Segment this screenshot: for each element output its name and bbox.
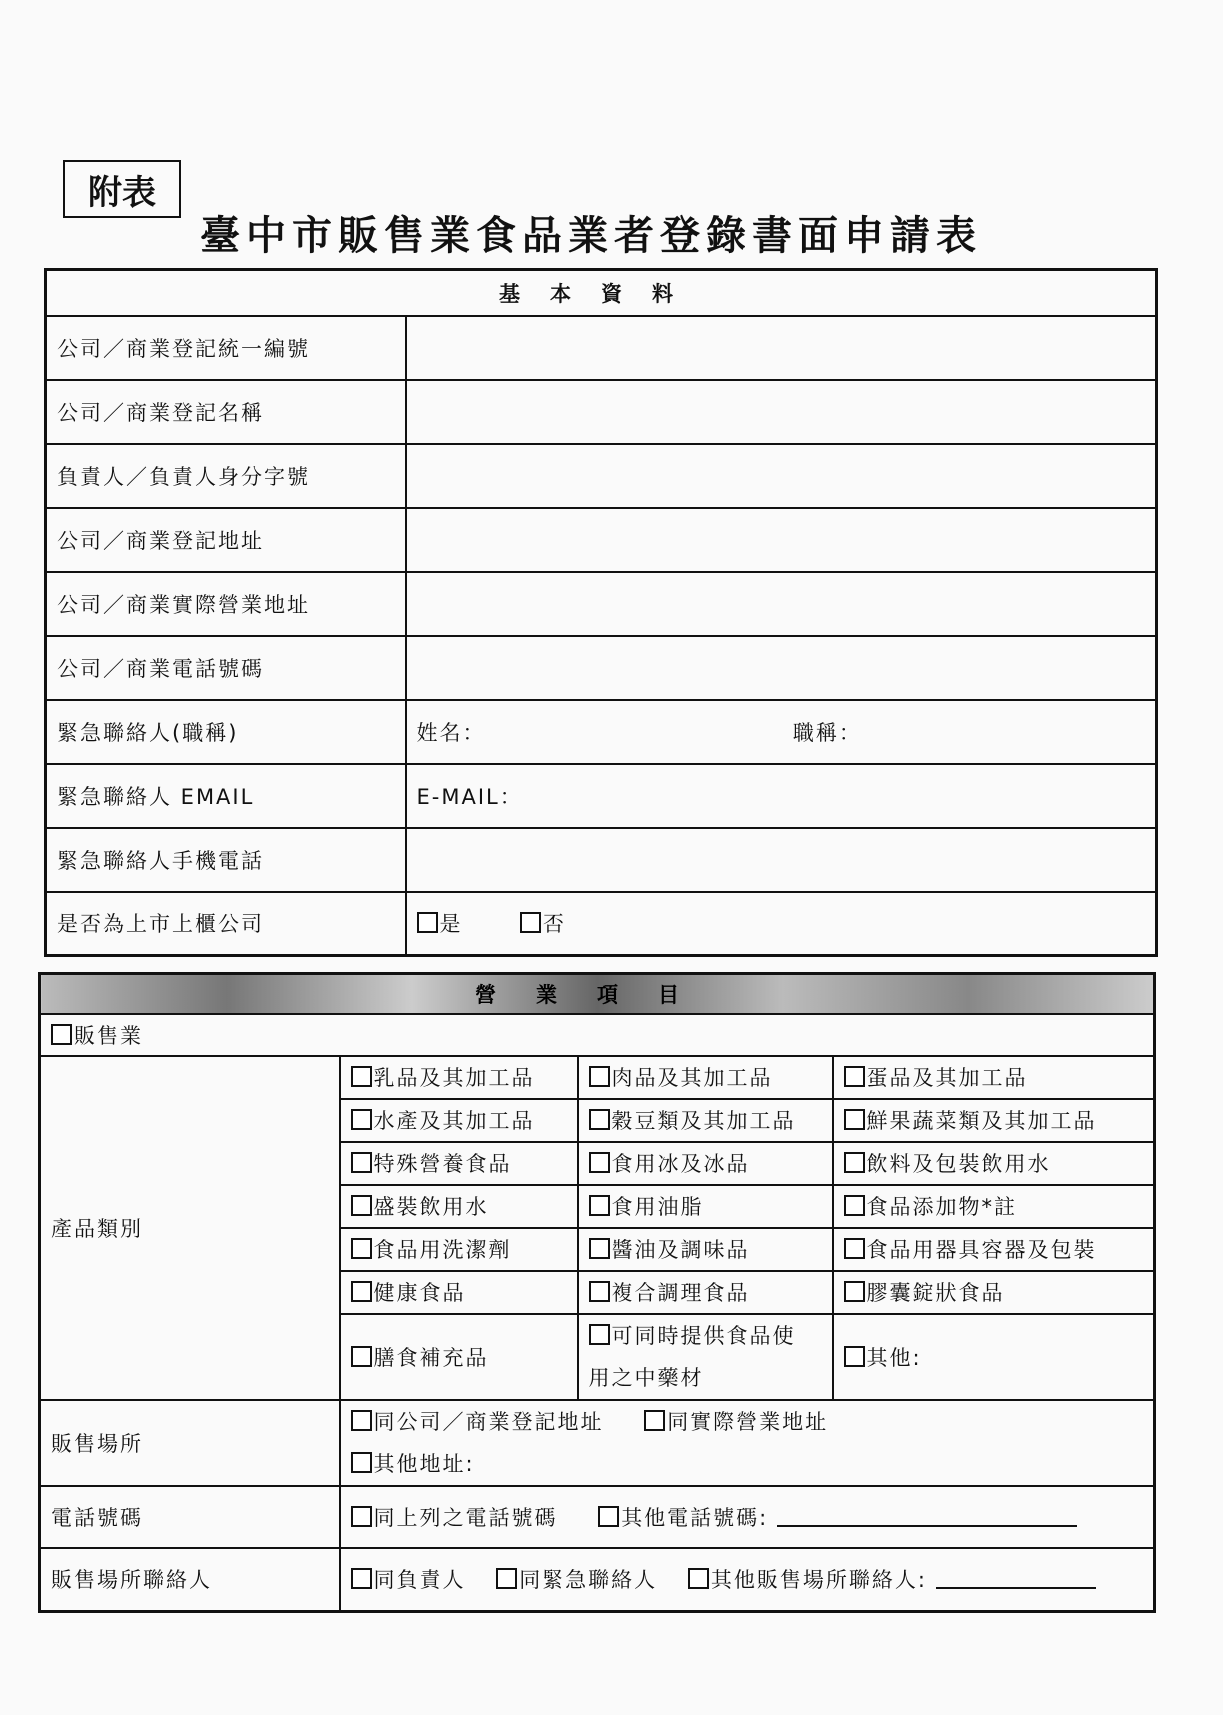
company-name-field[interactable] bbox=[406, 380, 1157, 444]
product-category-label: 產品類別 bbox=[40, 1056, 340, 1400]
category-checkbox[interactable] bbox=[844, 1109, 865, 1130]
row-label: 公司／商業登記名稱 bbox=[46, 380, 406, 444]
category-label: 乳品及其加工品 bbox=[373, 1066, 535, 1090]
category-label: 食品用洗潔劑 bbox=[373, 1238, 512, 1262]
listed-company-options bbox=[406, 892, 1157, 956]
no-label: 否 bbox=[542, 912, 566, 937]
contact-option: 同緊急聯絡人 bbox=[519, 1568, 658, 1593]
category-checkbox[interactable] bbox=[589, 1109, 610, 1130]
venue-checkbox[interactable] bbox=[351, 1452, 372, 1473]
category-label: 飲料及包裝飲用水 bbox=[866, 1152, 1051, 1176]
category-label: 醬油及調味品 bbox=[611, 1238, 750, 1262]
venue-option: 同實際營業地址 bbox=[667, 1409, 829, 1434]
category-label: 膳食補充品 bbox=[373, 1345, 489, 1370]
category-label: 健康食品 bbox=[373, 1281, 466, 1305]
category-checkbox[interactable] bbox=[351, 1109, 372, 1130]
row-label: 公司／商業登記地址 bbox=[46, 508, 406, 572]
venue-option: 其他地址: bbox=[373, 1451, 475, 1476]
venue-checkbox[interactable] bbox=[351, 1410, 372, 1431]
category-checkbox[interactable] bbox=[844, 1238, 865, 1259]
category-label: 複合調理食品 bbox=[611, 1281, 750, 1305]
category-checkbox[interactable] bbox=[844, 1195, 865, 1216]
contact-checkbox[interactable] bbox=[351, 1568, 372, 1589]
category-label: 食品添加物*註 bbox=[866, 1195, 1017, 1219]
emergency-phone-label: 緊急聯絡人手機電話 bbox=[46, 828, 406, 892]
listed-no-checkbox[interactable] bbox=[520, 912, 541, 933]
owner-id-field[interactable] bbox=[406, 444, 1157, 508]
retail-row bbox=[40, 1014, 1155, 1056]
category-checkbox[interactable] bbox=[589, 1238, 610, 1259]
category-label: 鮮果蔬菜類及其加工品 bbox=[866, 1109, 1097, 1133]
business-items-table bbox=[38, 972, 1156, 1613]
basic-info-table bbox=[44, 268, 1158, 957]
category-label: 其他: bbox=[866, 1345, 922, 1370]
venue-checkbox[interactable] bbox=[644, 1410, 665, 1431]
category-checkbox[interactable] bbox=[351, 1238, 372, 1259]
contact-checkbox[interactable] bbox=[688, 1568, 709, 1589]
emergency-contact-field[interactable] bbox=[406, 700, 1157, 764]
category-checkbox[interactable] bbox=[844, 1152, 865, 1173]
category-label-cont: 用之中藥材 bbox=[588, 1365, 704, 1390]
category-checkbox[interactable] bbox=[351, 1066, 372, 1087]
name-label: 姓名： bbox=[416, 720, 486, 745]
other-phone-line[interactable] bbox=[777, 1507, 1077, 1527]
category-checkbox[interactable] bbox=[589, 1066, 610, 1087]
category-label: 食品用器具容器及包裝 bbox=[866, 1238, 1097, 1262]
job-title-label: 職稱： bbox=[792, 720, 862, 745]
yes-label: 是 bbox=[439, 912, 463, 937]
listed-yes-checkbox[interactable] bbox=[417, 912, 438, 933]
venue-label: 販售場所 bbox=[40, 1400, 340, 1486]
category-checkbox[interactable] bbox=[844, 1066, 865, 1087]
category-checkbox[interactable] bbox=[351, 1195, 372, 1216]
contact-option: 其他販售場所聯絡人: bbox=[710, 1568, 927, 1593]
form-title: 臺中市販售業食品業者登錄書面申請表 bbox=[200, 212, 982, 259]
category-label: 特殊營養食品 bbox=[373, 1152, 512, 1176]
contact-checkbox[interactable] bbox=[496, 1568, 517, 1589]
retail-label: 販售業 bbox=[74, 1023, 143, 1048]
emergency-contact-label: 緊急聯絡人(職稱) bbox=[46, 700, 406, 764]
row-label: 公司／商業實際營業地址 bbox=[46, 572, 406, 636]
emergency-email-label: 緊急聯絡人 EMAIL bbox=[46, 764, 406, 828]
basic-info-header: 基本資料 bbox=[46, 270, 1157, 316]
actual-address-field[interactable] bbox=[406, 572, 1157, 636]
email-label: E-MAIL： bbox=[416, 784, 523, 809]
venue-option: 同公司／商業登記地址 bbox=[373, 1409, 604, 1434]
category-label: 蛋品及其加工品 bbox=[866, 1066, 1028, 1090]
contact-option: 同負責人 bbox=[373, 1568, 466, 1593]
category-checkbox[interactable] bbox=[844, 1346, 865, 1367]
category-label: 膠囊錠狀食品 bbox=[866, 1281, 1005, 1305]
company-phone-field[interactable] bbox=[406, 636, 1157, 700]
other-contact-line[interactable] bbox=[936, 1569, 1096, 1589]
category-checkbox[interactable] bbox=[589, 1324, 610, 1345]
phone-option: 其他電話號碼: bbox=[621, 1505, 769, 1530]
phone-option: 同上列之電話號碼 bbox=[373, 1505, 558, 1530]
category-checkbox[interactable] bbox=[844, 1281, 865, 1302]
category-label: 肉品及其加工品 bbox=[611, 1066, 773, 1090]
emergency-email-field[interactable] bbox=[406, 764, 1157, 828]
phone-label: 電話號碼 bbox=[40, 1486, 340, 1548]
category-checkbox[interactable] bbox=[589, 1281, 610, 1302]
row-label: 公司／商業登記統一編號 bbox=[46, 316, 406, 380]
category-label: 食用油脂 bbox=[611, 1195, 704, 1219]
row-label: 公司／商業電話號碼 bbox=[46, 636, 406, 700]
business-items-header: 營業項目 bbox=[40, 974, 1155, 1014]
category-checkbox[interactable] bbox=[589, 1152, 610, 1173]
category-label: 水產及其加工品 bbox=[373, 1109, 535, 1133]
contact-label: 販售場所聯絡人 bbox=[40, 1548, 340, 1612]
category-label: 可同時提供食品使 bbox=[611, 1323, 796, 1348]
tax-id-field[interactable] bbox=[406, 316, 1157, 380]
category-label: 盛裝飲用水 bbox=[373, 1195, 489, 1219]
emergency-phone-field[interactable] bbox=[406, 828, 1157, 892]
category-label: 穀豆類及其加工品 bbox=[611, 1109, 796, 1133]
category-checkbox[interactable] bbox=[351, 1346, 372, 1367]
row-label: 負責人／負責人身分字號 bbox=[46, 444, 406, 508]
category-checkbox[interactable] bbox=[589, 1195, 610, 1216]
listed-company-label: 是否為上市上櫃公司 bbox=[46, 892, 406, 956]
category-label: 食用冰及冰品 bbox=[611, 1152, 750, 1176]
category-checkbox[interactable] bbox=[351, 1281, 372, 1302]
phone-checkbox[interactable] bbox=[351, 1506, 372, 1527]
phone-checkbox[interactable] bbox=[598, 1506, 619, 1527]
retail-checkbox[interactable] bbox=[51, 1024, 72, 1045]
registered-address-field[interactable] bbox=[406, 508, 1157, 572]
attachment-label: 附表 bbox=[63, 160, 181, 218]
category-checkbox[interactable] bbox=[351, 1152, 372, 1173]
